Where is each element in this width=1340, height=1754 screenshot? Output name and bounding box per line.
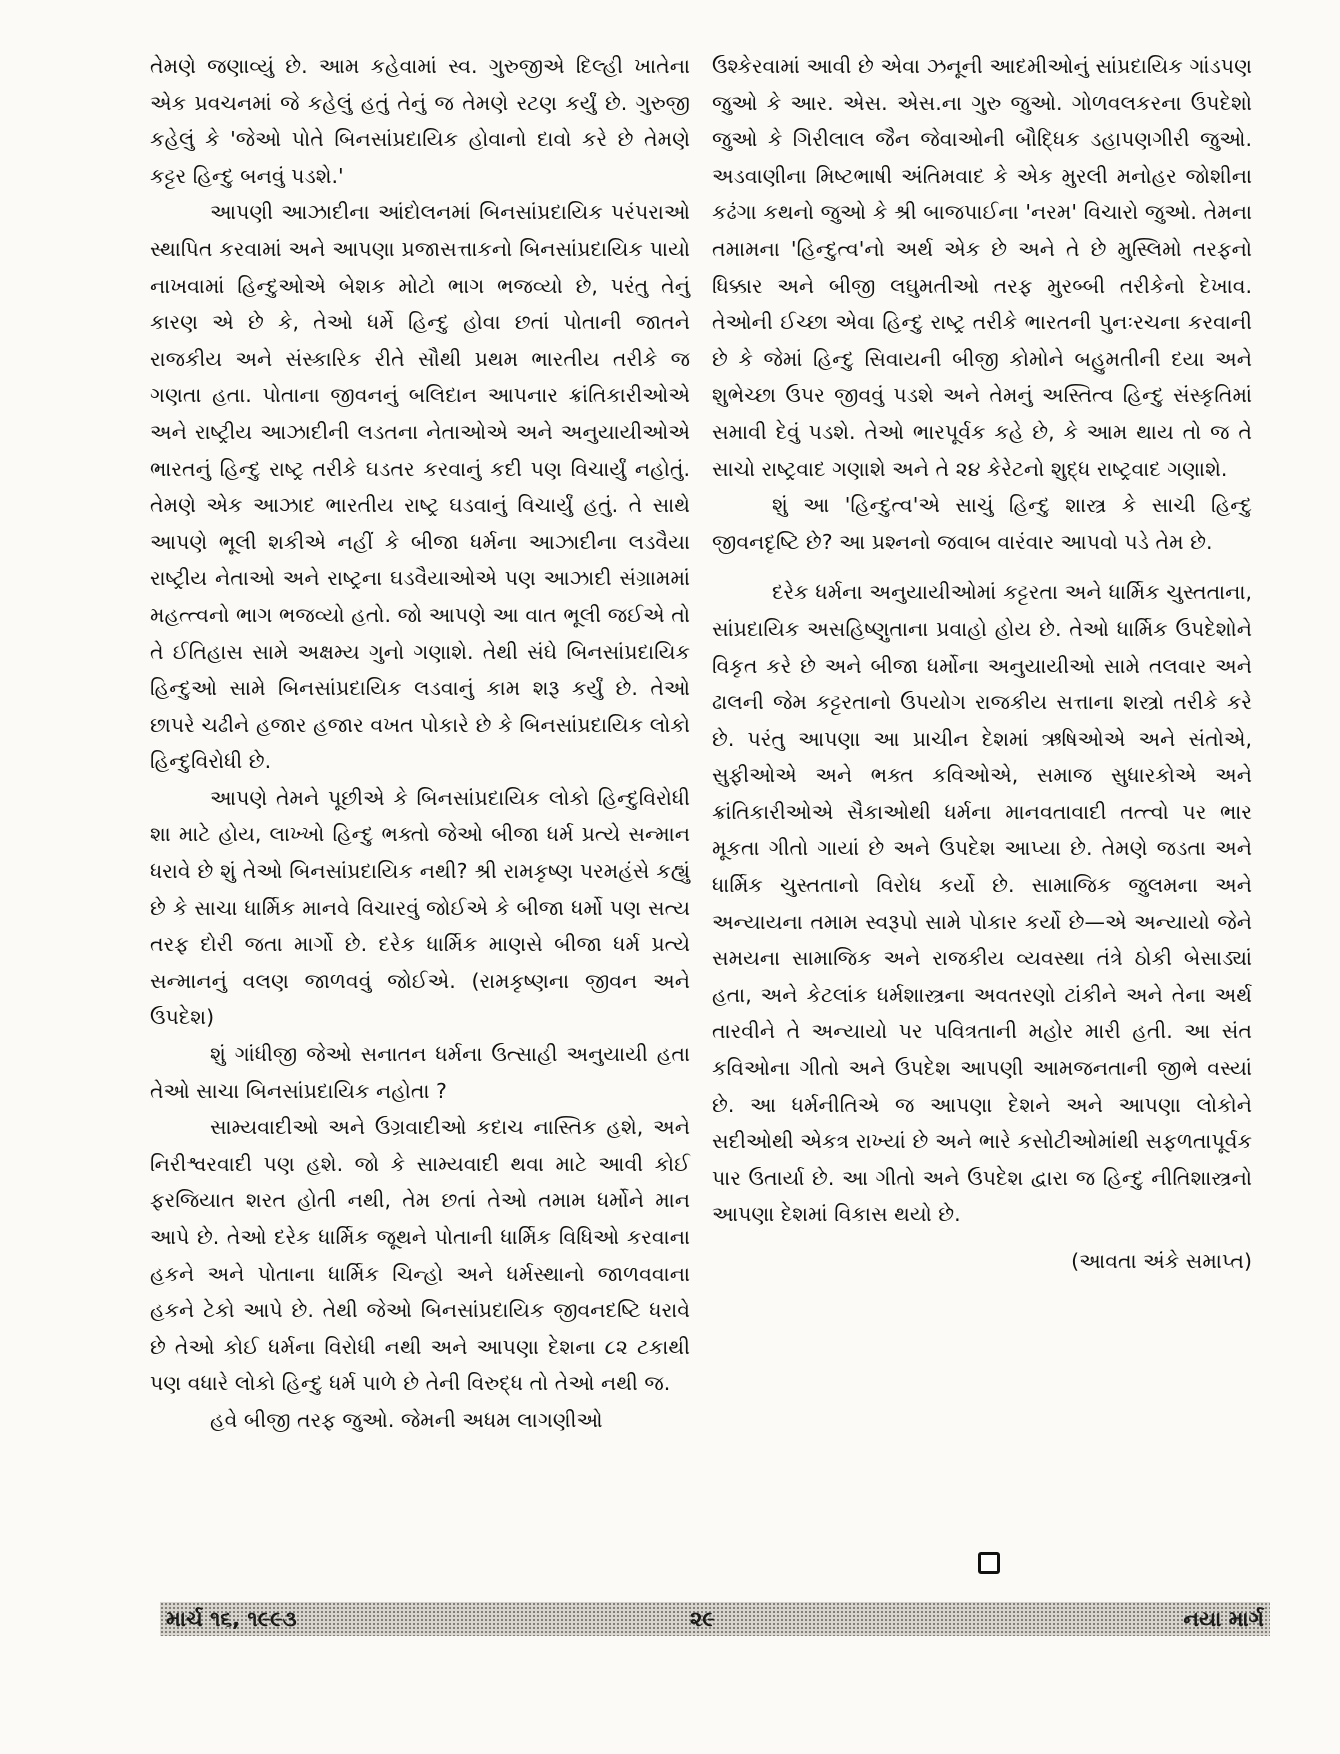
paragraph: આપણી આઝાદીના આંદોલનમાં બિનસાંપ્રદાયિક પરંપરાઓ સ્થાપિત કરવામાં અને આપણા પ્રજાસત્તાકનો બિનસાંપ્રદાયિક પાયો નાખવામાં હિન્દુઓએ બેશક મોટો ભાગ ભજવ્યો છે, પરંતુ તેનું કારણ એ છે કે, તેઓ ધર્મે હિન્દુ હોવા છતાં પોતાની જાતને રાજકીય અને સંસ્કારિક રીતે સૌથી પ્રથમ ભારતીય તરીકે જ ગણતા હતા. પોતાના જીવનનું બલિદાન આપનાર ક્રાંતિકારીઓએ અને રાષ્ટ્રીય આઝાદીની લડતના નેતાઓએ અને અનુયાયીઓએ ભારતનું હિન્દુ રાષ્ટ્ર તરીકે ઘડતર કરવાનું કદી પણ વિચાર્યું નહોતું. તેમણે એક આઝાદ ભારતીય રાષ્ટ્ર ઘડવાનું વિચાર્યું હતું. તે સાથે આપણે ભૂલી શકીએ નહીં કે બીજા ધર્મના આઝાદીના લડવૈયા રાષ્ટ્રીય નેતાઓ અને રાષ્ટ્રના ઘડવૈયાઓએ પણ આઝાદી સંગ્રામમાં મહત્ત્વનો ભાગ ભજવ્યો હતો. જો આપણે આ વાત ભૂલી જઈએ તો તે ઈતિહાસ સામે અક્ષમ્ય ગુનો ગણાશે. તેથી સંઘે બિનસાંપ્રદાયિક હિન્દુઓ સામે બિનસાંપ્રદાયિક લડવાનું કામ શરૂ કર્યું છે. તેઓ છાપરે ચઢીને હજાર હજાર વખત પોકારે છે કે બિનસાંપ્રદાયિક લોકો હિન્દુવિરોધી છે. — [150, 200, 690, 774]
paragraph: સામ્યવાદીઓ અને ઉગ્રવાદીઓ કદાચ નાસ્તિક હશે, અને નિરીશ્વરવાદી પણ હશે. જો કે સામ્યવાદી થવા માટે આવી કોઈ ફરજિયાત શરત હોતી નથી, તેમ છતાં તેઓ તમામ ધર્મોને માન આપે છે. તેઓ દરેક ધાર્મિક જૂથને પોતાની ધાર્મિક વિધિઓ કરવાના હકને અને પોતાના ધાર્મિક ચિન્હો અને ધર્મસ્થાનો જાળવવાના હકને ટેકો આપે છે. તેથી જેઓ બિનસાંપ્રદાયિક જીવનદષ્ટિ ધરાવે છે તેઓ કોઈ ધર્મના વિરોધી નથી અને આપણા દેશના ૮૨ ટકાથી પણ વધારે લોકો હિન્દુ ધર્મ પાળે છે તેની વિરુદ્ધ તો તેઓ નથી જ. — [150, 1115, 690, 1396]
magazine-name: નયા માર્ગ — [1183, 1607, 1264, 1631]
page-number: ૨૯ — [690, 1607, 715, 1631]
page-footer — [160, 1602, 1270, 1636]
issue-date: માર્ચ ૧૬, ૧૯૯૩ — [166, 1607, 297, 1631]
paragraph: શું ગાંધીજી જેઓ સનાતન ધર્મના ઉત્સાહી અનુયાયી હતા તેઓ સાચા બિનસાંપ્રદાયિક નહોતા ? — [150, 1042, 690, 1103]
paragraph: તેમણે જણાવ્યું છે. આમ કહેવામાં સ્વ. ગુરુજીએ દિલ્હી ખાતેના એક પ્રવચનમાં જે કહેલું હતું તેનું જ તેમણે રટણ કર્યું છે. ગુરુજી કહેલું કે 'જેઓ પોતે બિનસાંપ્રદાયિક હોવાનો દાવો કરે છે તેમણે કટ્ટર હિન્દુ બનવું પડશે.' — [150, 54, 690, 188]
left-column — [150, 48, 690, 1439]
paragraph: દરેક ધર્મના અનુયાયીઓમાં કટ્ટરતા અને ધાર્મિક ચુસ્તતાના, સાંપ્રદાયિક અસહિષ્ણુતાના પ્રવાહો હોય છે. તેઓ ધાર્મિક ઉપદેશોને વિકૃત કરે છે અને બીજા ધર્મોના અનુયાયીઓ સામે તલવાર અને ઢાલની જેમ કટ્ટરતાનો ઉપયોગ રાજકીય સત્તાના શસ્ત્રો તરીકે કરે છે. પરંતુ આપણા આ પ્રાચીન દેશમાં ઋષિઓએ અને સંતોએ, સુફીઓએ અને ભક્ત કવિઓએ, સમાજ સુધારકોએ અને ક્રાંતિકારીઓએ સૈકાઓથી ધર્મના માનવતાવાદી તત્ત્વો પર ભાર મૂકતા ગીતો ગાયાં છે અને ઉપદેશ આપ્યા છે. તેમણે જડતા અને ધાર્મિક ચુસ્તતાનો વિરોધ કર્યો છે. સામાજિક જુલમના અને અન્યાયના તમામ સ્વરૂપો સામે પોકાર કર્યો છે—એ અન્યાયો જેને સમયના સામાજિક અને રાજકીય વ્યવસ્થા તંત્રે ઠોકી બેસાડ્યાં હતા, અને કેટલાંક ધર્મશાસ્ત્રના અવતરણો ટાંકીને અને તેના અર્થ તારવીને તે અન્યાયો પર પવિત્રતાની મહોર મારી હતી. આ સંત કવિઓના ગીતો અને ઉપદેશ આપણી આમજનતાની જીભે વસ્યાં છે. આ ધર્મનીતિએ જ આપણા દેશને અને આપણા લોકોને સદીઓથી એકત્ર રાખ્યાં છે અને ભારે કસોટીઓમાંથી સફળતાપૂર્વક પાર ઉતાર્યા છે. આ ગીતો અને ઉપદેશ દ્વારા જ હિન્દુ નીતિશાસ્ત્રનો આપણા દેશમાં વિકાસ થયો છે. — [712, 580, 1252, 1227]
paragraph: આપણે તેમને પૂછીએ કે બિનસાંપ્રદાયિક લોકો હિન્દુવિરોધી શા માટે હોય, લાખ્ખો હિન્દુ ભક્તો જેઓ બીજા ધર્મ પ્રત્યે સન્માન ધરાવે છે શું તેઓ બિનસાંપ્રદાયિક નથી? શ્રી રામકૃષ્ણ પરમહંસે કહ્યું છે કે સાચા ધાર્મિક માનવે વિચારવું જોઈએ કે બીજા ધર્મો પણ સત્ય તરફ દોરી જતા માર્ગો છે. દરેક ધાર્મિક માણસે બીજા ધર્મ પ્રત્યે સન્માનનું વલણ જાળવવું જોઈએ. (રામકૃષ્ણના જીવન અને ઉપદેશ) — [150, 785, 690, 1030]
paragraph: હવે બીજી તરફ જુઓ. જેમની અધમ લાગણીઓ — [210, 1407, 603, 1432]
right-column — [712, 48, 1252, 1280]
paragraph: ઉશ્કેરવામાં આવી છે એવા ઝનૂની આદમીઓનું સાંપ્રદાયિક ગાંડપણ જુઓ કે આર. એસ. એસ.ના ગુરુ જુઓ. ગોળવલકરના ઉપદેશો જુઓ કે ગિરીલાલ જૈન જેવાઓની બૌદ્ધિક ડહાપણગીરી જુઓ. અડવાણીના મિષ્ટભાષી અંતિમવાદ કે એક મુરલી મનોહર જોશીના કઢંગા કથનો જુઓ કે શ્રી બાજપાઈના 'નરમ' વિચારો જુઓ. તેમના તમામના 'હિન્દુત્વ'નો અર્થ એક છે અને તે છે મુસ્લિમો તરફનો ધિક્કાર અને બીજી લઘુમતીઓ તરફ મુરબ્બી તરીકેનો દેખાવ. તેઓની ઈચ્છા એવા હિન્દુ રાષ્ટ્ર તરીકે ભારતની પુનઃરચના કરવાની છે કે જેમાં હિન્દુ સિવાયની બીજી કોમોને બહુમતીની દયા અને શુભેચ્છા ઉપર જીવવું પડશે અને તેમનું અસ્તિત્વ હિન્દુ સંસ્કૃતિમાં સમાવી દેવું પડશે. તેઓ ભારપૂર્વક કહે છે, કે આમ થાય તો જ તે સાચો રાષ્ટ્રવાદ ગણાશે અને તે ૨૪ કેરેટનો શુદ્ધ રાષ્ટ્રવાદ ગણાશે. — [712, 54, 1252, 481]
square-end-mark-icon — [978, 1552, 1000, 1574]
paragraph: શું આ 'હિન્દુત્વ'એ સાચું હિન્દુ શાસ્ત્ર કે સાચી હિન્દુ જીવનદૃષ્ટિ છે? આ પ્રશ્નનો જવાબ વારંવાર આપવો પડે તેમ છે. — [712, 493, 1252, 554]
continued-note: (આવતા અંકે સમાપ્ત) — [1071, 1249, 1252, 1273]
